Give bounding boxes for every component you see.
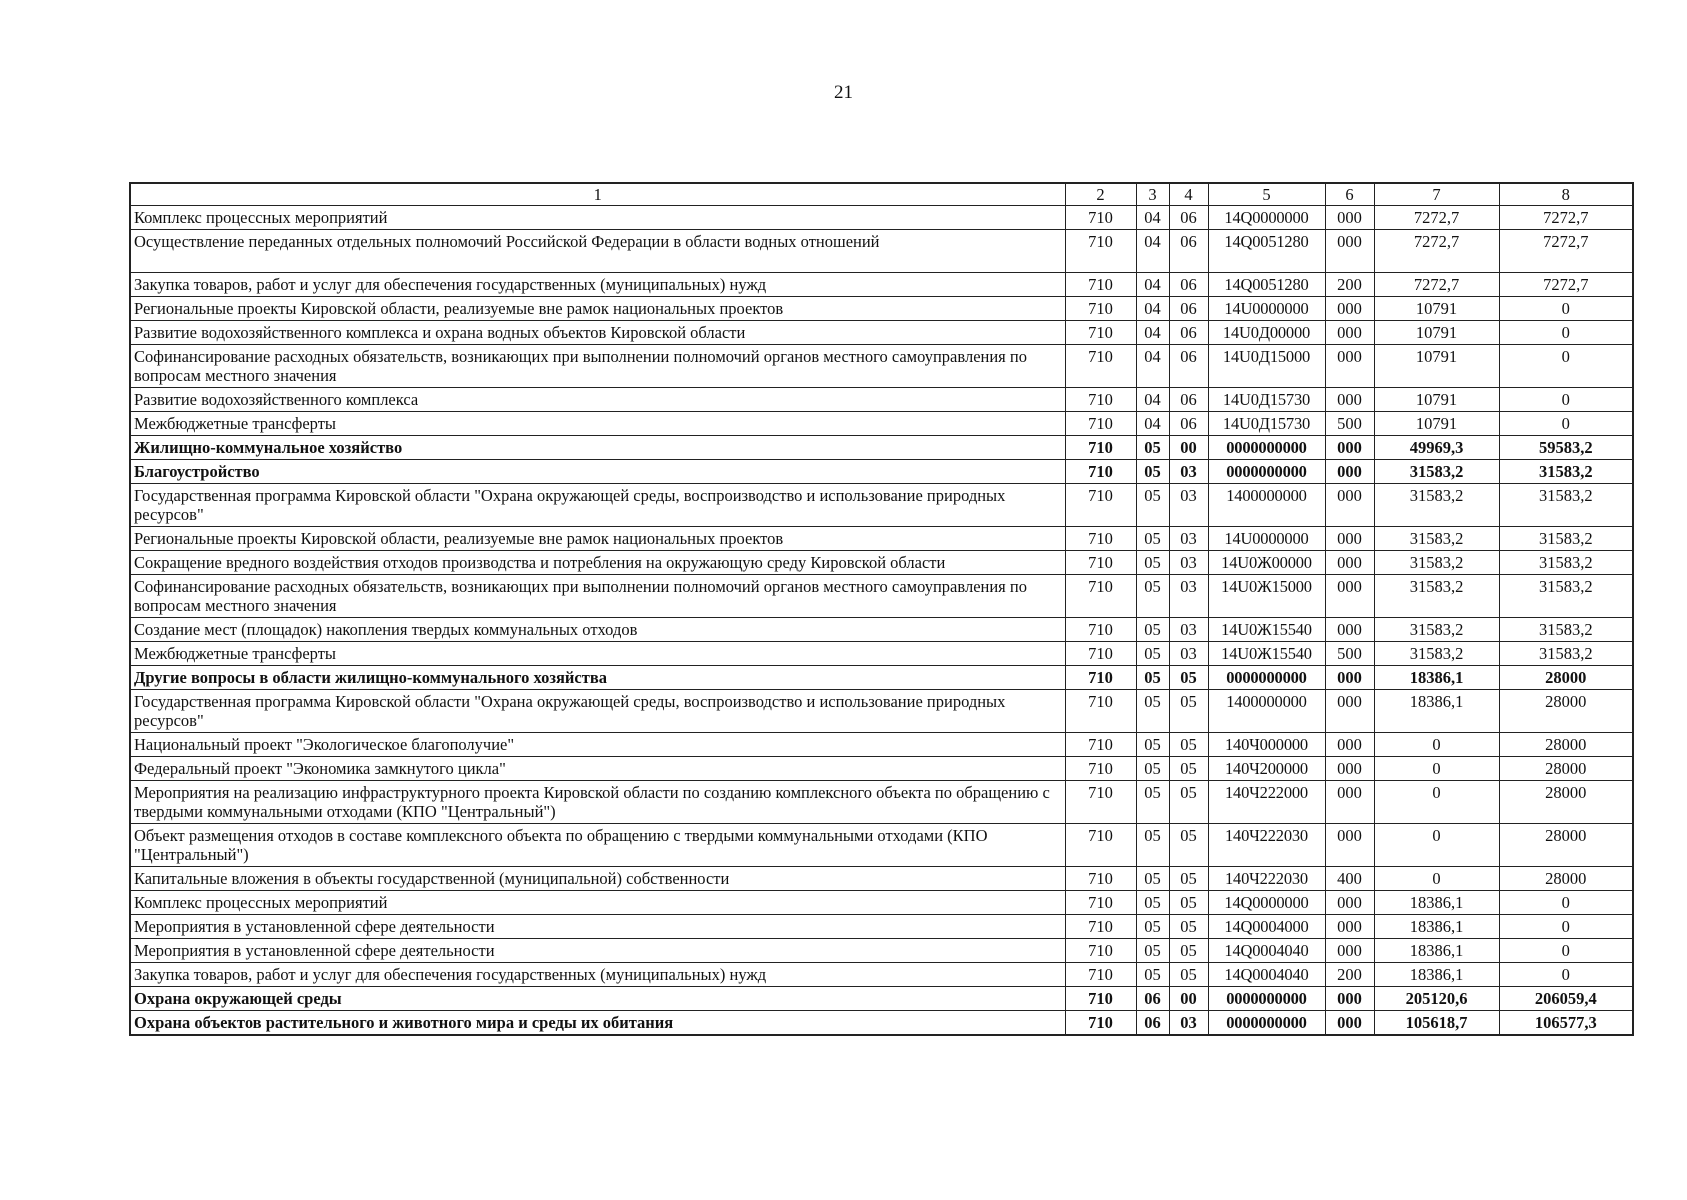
row-amount-year2: 28000 xyxy=(1499,690,1633,733)
row-name: Охрана объектов растительного и животного мира и среды их обитания xyxy=(130,1011,1065,1036)
row-admin-code: 710 xyxy=(1065,527,1136,551)
row-name: Осуществление переданных отдельных полномочий Российской Федерации в области водных отношений xyxy=(130,230,1065,273)
row-amount-year1: 31583,2 xyxy=(1374,551,1499,575)
row-expense-type: 000 xyxy=(1325,388,1374,412)
row-expense-type: 000 xyxy=(1325,733,1374,757)
row-admin-code: 710 xyxy=(1065,690,1136,733)
row-amount-year2: 0 xyxy=(1499,412,1633,436)
row-subsection: 05 xyxy=(1169,690,1208,733)
row-amount-year1: 10791 xyxy=(1374,345,1499,388)
row-amount-year2: 31583,2 xyxy=(1499,551,1633,575)
row-amount-year2: 28000 xyxy=(1499,757,1633,781)
table-row xyxy=(130,412,1633,436)
row-name: Федеральный проект "Экономика замкнутого цикла" xyxy=(130,757,1065,781)
table-row xyxy=(130,575,1633,618)
row-amount-year2: 28000 xyxy=(1499,824,1633,867)
row-admin-code: 710 xyxy=(1065,939,1136,963)
table-row xyxy=(130,939,1633,963)
row-name: Создание мест (площадок) накопления твердых коммунальных отходов xyxy=(130,618,1065,642)
row-expense-type: 000 xyxy=(1325,575,1374,618)
table-row xyxy=(130,297,1633,321)
row-name: Развитие водохозяйственного комплекса и охрана водных объектов Кировской области xyxy=(130,321,1065,345)
row-expense-type: 200 xyxy=(1325,273,1374,297)
row-admin-code: 710 xyxy=(1065,915,1136,939)
budget-table xyxy=(129,182,1634,1036)
row-subsection: 06 xyxy=(1169,345,1208,388)
row-amount-year2: 7272,7 xyxy=(1499,206,1633,230)
row-admin-code: 710 xyxy=(1065,321,1136,345)
row-subsection: 06 xyxy=(1169,297,1208,321)
row-expense-type: 400 xyxy=(1325,867,1374,891)
row-name: Региональные проекты Кировской области, реализуемые вне рамок национальных проектов xyxy=(130,527,1065,551)
row-target-article: 0000000000 xyxy=(1208,436,1325,460)
row-amount-year1: 0 xyxy=(1374,781,1499,824)
row-amount-year1: 31583,2 xyxy=(1374,460,1499,484)
row-amount-year1: 31583,2 xyxy=(1374,527,1499,551)
row-name: Межбюджетные трансферты xyxy=(130,642,1065,666)
row-subsection: 06 xyxy=(1169,321,1208,345)
table-row xyxy=(130,963,1633,987)
row-section: 04 xyxy=(1136,345,1169,388)
row-target-article: 1400000000 xyxy=(1208,690,1325,733)
row-subsection: 05 xyxy=(1169,867,1208,891)
row-subsection: 05 xyxy=(1169,781,1208,824)
row-admin-code: 710 xyxy=(1065,206,1136,230)
row-amount-year2: 28000 xyxy=(1499,733,1633,757)
row-expense-type: 000 xyxy=(1325,551,1374,575)
row-target-article: 0000000000 xyxy=(1208,666,1325,690)
row-subsection: 03 xyxy=(1169,642,1208,666)
row-target-article: 140Ч000000 xyxy=(1208,733,1325,757)
row-admin-code: 710 xyxy=(1065,345,1136,388)
row-section: 05 xyxy=(1136,551,1169,575)
row-name: Другие вопросы в области жилищно-коммунального хозяйства xyxy=(130,666,1065,690)
header-col-4: 4 xyxy=(1169,183,1208,206)
row-subsection: 05 xyxy=(1169,824,1208,867)
table-row xyxy=(130,824,1633,867)
row-name: Развитие водохозяйственного комплекса xyxy=(130,388,1065,412)
row-target-article: 14U0Ж15540 xyxy=(1208,618,1325,642)
row-section: 04 xyxy=(1136,273,1169,297)
row-section: 04 xyxy=(1136,297,1169,321)
row-amount-year1: 49969,3 xyxy=(1374,436,1499,460)
row-subsection: 05 xyxy=(1169,666,1208,690)
row-section: 05 xyxy=(1136,460,1169,484)
row-expense-type: 000 xyxy=(1325,297,1374,321)
row-admin-code: 710 xyxy=(1065,1011,1136,1036)
row-admin-code: 710 xyxy=(1065,388,1136,412)
row-target-article: 14U0Д15730 xyxy=(1208,412,1325,436)
row-amount-year1: 18386,1 xyxy=(1374,939,1499,963)
row-expense-type: 000 xyxy=(1325,891,1374,915)
row-amount-year1: 7272,7 xyxy=(1374,230,1499,273)
table-row xyxy=(130,666,1633,690)
row-admin-code: 710 xyxy=(1065,412,1136,436)
row-name: Объект размещения отходов в составе комплексного объекта по обращению с твердыми коммунальными отходами (КПО "Центральный") xyxy=(130,824,1065,867)
row-amount-year2: 0 xyxy=(1499,345,1633,388)
table-row xyxy=(130,867,1633,891)
row-amount-year2: 0 xyxy=(1499,321,1633,345)
row-section: 05 xyxy=(1136,757,1169,781)
row-amount-year2: 31583,2 xyxy=(1499,460,1633,484)
row-target-article: 0000000000 xyxy=(1208,987,1325,1011)
row-admin-code: 710 xyxy=(1065,230,1136,273)
row-expense-type: 000 xyxy=(1325,230,1374,273)
row-amount-year2: 59583,2 xyxy=(1499,436,1633,460)
row-admin-code: 710 xyxy=(1065,618,1136,642)
table-row xyxy=(130,551,1633,575)
row-expense-type: 000 xyxy=(1325,206,1374,230)
row-subsection: 05 xyxy=(1169,915,1208,939)
row-name: Охрана окружающей среды xyxy=(130,987,1065,1011)
row-amount-year2: 0 xyxy=(1499,915,1633,939)
table-row xyxy=(130,891,1633,915)
row-target-article: 14U0000000 xyxy=(1208,297,1325,321)
row-amount-year1: 10791 xyxy=(1374,412,1499,436)
row-target-article: 0000000000 xyxy=(1208,460,1325,484)
row-section: 05 xyxy=(1136,484,1169,527)
row-section: 05 xyxy=(1136,690,1169,733)
header-col-5: 5 xyxy=(1208,183,1325,206)
row-name: Комплекс процессных мероприятий xyxy=(130,891,1065,915)
row-amount-year1: 0 xyxy=(1374,733,1499,757)
row-target-article: 14Q0000000 xyxy=(1208,206,1325,230)
row-expense-type: 000 xyxy=(1325,345,1374,388)
row-admin-code: 710 xyxy=(1065,666,1136,690)
row-expense-type: 000 xyxy=(1325,915,1374,939)
row-target-article: 14U0Д15000 xyxy=(1208,345,1325,388)
row-subsection: 05 xyxy=(1169,891,1208,915)
row-amount-year2: 7272,7 xyxy=(1499,273,1633,297)
row-admin-code: 710 xyxy=(1065,484,1136,527)
row-target-article: 14U0Ж15540 xyxy=(1208,642,1325,666)
row-amount-year1: 18386,1 xyxy=(1374,666,1499,690)
row-section: 04 xyxy=(1136,230,1169,273)
row-admin-code: 710 xyxy=(1065,963,1136,987)
row-section: 05 xyxy=(1136,781,1169,824)
row-admin-code: 710 xyxy=(1065,297,1136,321)
header-col-7: 7 xyxy=(1374,183,1499,206)
row-section: 05 xyxy=(1136,436,1169,460)
table-row xyxy=(130,321,1633,345)
row-target-article: 14Q0000000 xyxy=(1208,891,1325,915)
table-row xyxy=(130,733,1633,757)
table-row xyxy=(130,915,1633,939)
row-admin-code: 710 xyxy=(1065,733,1136,757)
row-section: 05 xyxy=(1136,891,1169,915)
table-row xyxy=(130,757,1633,781)
row-amount-year1: 31583,2 xyxy=(1374,642,1499,666)
row-expense-type: 000 xyxy=(1325,666,1374,690)
row-amount-year2: 28000 xyxy=(1499,666,1633,690)
row-subsection: 06 xyxy=(1169,273,1208,297)
row-section: 05 xyxy=(1136,733,1169,757)
row-target-article: 140Ч222030 xyxy=(1208,867,1325,891)
row-section: 04 xyxy=(1136,206,1169,230)
row-amount-year2: 7272,7 xyxy=(1499,230,1633,273)
row-name: Мероприятия в установленной сфере деятельности xyxy=(130,915,1065,939)
table-row xyxy=(130,987,1633,1011)
row-target-article: 14U0000000 xyxy=(1208,527,1325,551)
row-section: 05 xyxy=(1136,939,1169,963)
row-expense-type: 000 xyxy=(1325,1011,1374,1036)
row-amount-year1: 205120,6 xyxy=(1374,987,1499,1011)
row-target-article: 14U0Ж15000 xyxy=(1208,575,1325,618)
row-name: Национальный проект "Экологическое благополучие" xyxy=(130,733,1065,757)
row-target-article: 14Q0004040 xyxy=(1208,939,1325,963)
row-subsection: 00 xyxy=(1169,436,1208,460)
row-amount-year1: 105618,7 xyxy=(1374,1011,1499,1036)
table-row xyxy=(130,436,1633,460)
row-amount-year1: 7272,7 xyxy=(1374,273,1499,297)
row-subsection: 03 xyxy=(1169,484,1208,527)
row-target-article: 0000000000 xyxy=(1208,1011,1325,1036)
row-section: 05 xyxy=(1136,915,1169,939)
row-expense-type: 000 xyxy=(1325,824,1374,867)
row-section: 05 xyxy=(1136,575,1169,618)
row-target-article: 140Ч200000 xyxy=(1208,757,1325,781)
row-amount-year2: 31583,2 xyxy=(1499,575,1633,618)
row-name: Региональные проекты Кировской области, реализуемые вне рамок национальных проектов xyxy=(130,297,1065,321)
row-target-article: 14Q0004000 xyxy=(1208,915,1325,939)
row-name: Софинансирование расходных обязательств, возникающих при выполнении полномочий органов местного самоуправления по вопросам местного значения xyxy=(130,575,1065,618)
row-section: 05 xyxy=(1136,867,1169,891)
row-expense-type: 000 xyxy=(1325,321,1374,345)
table-row xyxy=(130,618,1633,642)
row-expense-type: 500 xyxy=(1325,642,1374,666)
row-subsection: 05 xyxy=(1169,757,1208,781)
row-name: Мероприятия на реализацию инфраструктурного проекта Кировской области по созданию комплексного объекта по обращению с твердыми коммунальными отходами (КПО "Центральный") xyxy=(130,781,1065,824)
row-amount-year1: 0 xyxy=(1374,824,1499,867)
row-expense-type: 000 xyxy=(1325,781,1374,824)
row-name: Межбюджетные трансферты xyxy=(130,412,1065,436)
row-subsection: 03 xyxy=(1169,618,1208,642)
row-section: 05 xyxy=(1136,527,1169,551)
row-target-article: 14U0Д00000 xyxy=(1208,321,1325,345)
row-target-article: 14U0Ж00000 xyxy=(1208,551,1325,575)
table-row xyxy=(130,642,1633,666)
row-amount-year2: 0 xyxy=(1499,939,1633,963)
row-amount-year2: 31583,2 xyxy=(1499,618,1633,642)
row-subsection: 03 xyxy=(1169,527,1208,551)
row-amount-year1: 10791 xyxy=(1374,297,1499,321)
table-row xyxy=(130,206,1633,230)
table-row xyxy=(130,460,1633,484)
row-section: 05 xyxy=(1136,963,1169,987)
row-amount-year2: 106577,3 xyxy=(1499,1011,1633,1036)
header-col-3: 3 xyxy=(1136,183,1169,206)
row-section: 05 xyxy=(1136,666,1169,690)
row-amount-year2: 31583,2 xyxy=(1499,484,1633,527)
row-admin-code: 710 xyxy=(1065,987,1136,1011)
row-amount-year1: 0 xyxy=(1374,757,1499,781)
row-section: 05 xyxy=(1136,618,1169,642)
row-name: Закупка товаров, работ и услуг для обеспечения государственных (муниципальных) нужд xyxy=(130,273,1065,297)
row-subsection: 05 xyxy=(1169,733,1208,757)
row-target-article: 14Q0004040 xyxy=(1208,963,1325,987)
table-row xyxy=(130,230,1633,273)
row-name: Закупка товаров, работ и услуг для обеспечения государственных (муниципальных) нужд xyxy=(130,963,1065,987)
row-subsection: 06 xyxy=(1169,388,1208,412)
row-name: Сокращение вредного воздействия отходов производства и потребления на окружающую среду Кировской области xyxy=(130,551,1065,575)
table-body xyxy=(130,206,1633,1036)
row-amount-year2: 28000 xyxy=(1499,781,1633,824)
row-amount-year1: 18386,1 xyxy=(1374,891,1499,915)
page-number: 21 xyxy=(834,82,853,103)
row-name: Жилищно-коммунальное хозяйство xyxy=(130,436,1065,460)
row-name: Государственная программа Кировской области "Охрана окружающей среды, воспроизводство и использование природных ресурсов" xyxy=(130,484,1065,527)
row-amount-year1: 18386,1 xyxy=(1374,690,1499,733)
row-amount-year1: 31583,2 xyxy=(1374,618,1499,642)
row-admin-code: 710 xyxy=(1065,460,1136,484)
row-name: Комплекс процессных мероприятий xyxy=(130,206,1065,230)
row-subsection: 05 xyxy=(1169,939,1208,963)
row-section: 06 xyxy=(1136,987,1169,1011)
row-name: Государственная программа Кировской области "Охрана окружающей среды, воспроизводство и использование природных ресурсов" xyxy=(130,690,1065,733)
row-admin-code: 710 xyxy=(1065,891,1136,915)
header-col-6: 6 xyxy=(1325,183,1374,206)
row-target-article: 14Q0051280 xyxy=(1208,273,1325,297)
row-expense-type: 000 xyxy=(1325,618,1374,642)
row-amount-year2: 31583,2 xyxy=(1499,642,1633,666)
row-admin-code: 710 xyxy=(1065,642,1136,666)
row-subsection: 06 xyxy=(1169,412,1208,436)
row-amount-year2: 28000 xyxy=(1499,867,1633,891)
row-name: Капитальные вложения в объекты государственной (муниципальной) собственности xyxy=(130,867,1065,891)
row-admin-code: 710 xyxy=(1065,273,1136,297)
row-amount-year1: 18386,1 xyxy=(1374,915,1499,939)
row-amount-year2: 206059,4 xyxy=(1499,987,1633,1011)
row-subsection: 03 xyxy=(1169,575,1208,618)
header-col-8: 8 xyxy=(1499,183,1633,206)
row-section: 05 xyxy=(1136,824,1169,867)
table-row xyxy=(130,781,1633,824)
row-target-article: 140Ч222030 xyxy=(1208,824,1325,867)
row-subsection: 05 xyxy=(1169,963,1208,987)
row-subsection: 03 xyxy=(1169,1011,1208,1036)
table-row xyxy=(130,345,1633,388)
header-col-2: 2 xyxy=(1065,183,1136,206)
row-amount-year2: 0 xyxy=(1499,963,1633,987)
row-expense-type: 000 xyxy=(1325,939,1374,963)
row-section: 06 xyxy=(1136,1011,1169,1036)
row-name: Благоустройство xyxy=(130,460,1065,484)
row-expense-type: 000 xyxy=(1325,987,1374,1011)
row-admin-code: 710 xyxy=(1065,575,1136,618)
row-expense-type: 000 xyxy=(1325,757,1374,781)
table-row xyxy=(130,1011,1633,1036)
row-amount-year2: 31583,2 xyxy=(1499,527,1633,551)
table-row xyxy=(130,527,1633,551)
row-section: 05 xyxy=(1136,642,1169,666)
row-amount-year1: 18386,1 xyxy=(1374,963,1499,987)
row-expense-type: 000 xyxy=(1325,436,1374,460)
row-expense-type: 000 xyxy=(1325,690,1374,733)
row-expense-type: 000 xyxy=(1325,484,1374,527)
row-amount-year1: 7272,7 xyxy=(1374,206,1499,230)
row-admin-code: 710 xyxy=(1065,551,1136,575)
row-section: 04 xyxy=(1136,388,1169,412)
row-amount-year2: 0 xyxy=(1499,891,1633,915)
row-subsection: 03 xyxy=(1169,460,1208,484)
header-col-1: 1 xyxy=(130,183,1065,206)
row-admin-code: 710 xyxy=(1065,757,1136,781)
row-target-article: 14Q0051280 xyxy=(1208,230,1325,273)
row-expense-type: 200 xyxy=(1325,963,1374,987)
row-admin-code: 710 xyxy=(1065,781,1136,824)
row-subsection: 06 xyxy=(1169,206,1208,230)
row-amount-year1: 31583,2 xyxy=(1374,484,1499,527)
row-admin-code: 710 xyxy=(1065,824,1136,867)
row-amount-year1: 10791 xyxy=(1374,388,1499,412)
row-expense-type: 000 xyxy=(1325,527,1374,551)
row-subsection: 06 xyxy=(1169,230,1208,273)
row-amount-year2: 0 xyxy=(1499,297,1633,321)
row-expense-type: 000 xyxy=(1325,460,1374,484)
row-admin-code: 710 xyxy=(1065,436,1136,460)
table-row xyxy=(130,388,1633,412)
row-amount-year1: 31583,2 xyxy=(1374,575,1499,618)
row-amount-year1: 10791 xyxy=(1374,321,1499,345)
row-target-article: 140Ч222000 xyxy=(1208,781,1325,824)
row-subsection: 03 xyxy=(1169,551,1208,575)
row-target-article: 1400000000 xyxy=(1208,484,1325,527)
row-subsection: 00 xyxy=(1169,987,1208,1011)
row-admin-code: 710 xyxy=(1065,867,1136,891)
row-target-article: 14U0Д15730 xyxy=(1208,388,1325,412)
row-section: 04 xyxy=(1136,412,1169,436)
row-name: Мероприятия в установленной сфере деятельности xyxy=(130,939,1065,963)
table-row xyxy=(130,484,1633,527)
row-expense-type: 500 xyxy=(1325,412,1374,436)
row-amount-year2: 0 xyxy=(1499,388,1633,412)
table-row xyxy=(130,690,1633,733)
row-name: Софинансирование расходных обязательств, возникающих при выполнении полномочий органов местного самоуправления по вопросам местного значения xyxy=(130,345,1065,388)
header-row xyxy=(130,183,1633,206)
table-row xyxy=(130,273,1633,297)
row-section: 04 xyxy=(1136,321,1169,345)
row-amount-year1: 0 xyxy=(1374,867,1499,891)
